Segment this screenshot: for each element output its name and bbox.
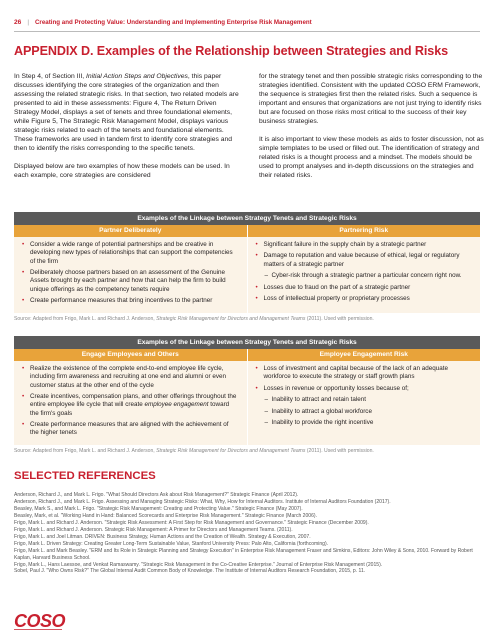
- list-item: • Significant failure in the supply chain by a strategic partner: [256, 241, 471, 249]
- list-item: • Loss of investment and capital because of the lack of an adequate workforce to execute the strategy or staff growth plans: [256, 365, 471, 382]
- reference-entry: Frigo, Mark L. and Richard J. Anderson. Strategic Risk Management: A Primer for Directors and Management Teams. (2011).: [14, 526, 293, 533]
- reference-entry: Frigo, Mark L., Hans Laessoe, and Venkat Ramaswamy. "Strategic Risk Management in the Co-Creative Enterprise." Journal of Enterprise Risk Management (2015).: [14, 561, 383, 568]
- strategy-risk-table-2: [14, 336, 480, 454]
- table-header-row: [14, 225, 480, 237]
- list-item: • Create incentives, compensation plans, and other offerings throughout the entire employee life cycle that will create employee engagement toward the firm's goals: [22, 393, 237, 418]
- coso-logo: [14, 610, 84, 632]
- body-column-left: [14, 72, 240, 190]
- reference-entry: Anderson, Richard J., and Mark L. Frigo. "What Should Directors Ask about Risk Management?" Strategic Finance (April 2012).: [14, 492, 299, 498]
- table-header-row: [14, 349, 480, 361]
- running-header: [14, 14, 480, 30]
- table-title: Examples of the Linkage between Strategy Tenets and Strategic Risks: [14, 336, 480, 349]
- appendix-title: APPENDIX D. Examples of the Relationship between Strategies and Risks: [14, 44, 448, 58]
- risk-cell: [248, 361, 481, 445]
- reference-entry: Frigo, Mark L. and Joel Litman. DRIVEN: Business Strategy, Human Actions and the Creation of Wealth. Strategy & Execution, 2007.: [14, 533, 311, 540]
- sub-list-item: – Inability to attract and retain talent: [256, 396, 471, 404]
- body-paragraph: for the strategy tenet and then possible strategic risks corresponding to the strategies identified. Consistent with the updated COSO ERM Framework, the sequence is strategies first then the related risks. Such a sequence is important and ensures that organizations are not just trying to identify risks but are focused on those risks most critical to the success of their key business strategies.: [259, 73, 483, 126]
- list-item: • Consider a wide range of potential partnerships and be creative in developing new types of relationships that can support the competencies of the firm: [22, 241, 237, 266]
- reference-entry: Sobel, Paul J. "Who Owns Risk?" The Global Internal Audit Common Body of Knowledge. The Institute of Internal Auditors Research Foundation, 2015, p. 11.: [14, 568, 366, 575]
- list-item: • Deliberately choose partners based on an assessment of the Genuine Assets brought by each partner and how that can help the firm to build unique offerings as the competency tenets require: [22, 269, 237, 294]
- table-header-risk: Employee Engagement Risk: [319, 351, 408, 358]
- body-paragraph: Displayed below are two examples of how these models can be used. In each example, core strategies are considered: [14, 163, 230, 180]
- sub-list-item: – Inability to attract a global workforce: [256, 408, 471, 416]
- list-item: • Create performance measures that are aligned with the achievement of the higher tenets: [22, 421, 237, 438]
- list-item: • Loss of intellectual property or proprietary processes: [256, 295, 471, 303]
- risk-cell: [248, 237, 481, 313]
- header-divider: [14, 31, 480, 32]
- table-source-note: Source: Adapted from Frigo, Mark L. and Richard J. Anderson, Strategic Risk Management for Directors and Management Teams (2011). Used with permission.: [14, 315, 374, 322]
- reference-entry: Frigo, Mark L. Driven Strategy: Creating Greater Long-Term Sustainable Value, Stanford University Press: Palo Alto, California (forthcoming).: [14, 540, 329, 547]
- reference-entry: Beasley, Mark S., and Mark L. Frigo. "Strategic Risk Management: Creating and Protecting Value." Strategic Finance (May 2007).: [14, 505, 303, 512]
- table-title: Examples of the Linkage between Strategy Tenets and Strategic Risks: [14, 212, 480, 225]
- list-item: • Realize the existence of the complete end-to-end employee life cycle, including firm awareness and recruiting at one end and alumni or even customer status at the other end of the cycle: [22, 365, 237, 390]
- body-column-right: [259, 72, 485, 190]
- page-number: 26: [14, 18, 22, 26]
- list-item: • Damage to reputation and value because of ethical, legal or regulatory matters of a strategic partner: [256, 252, 471, 269]
- references-list: [14, 492, 480, 575]
- reference-entry: Anderson, Richard J., and Mark L. Frigo. Assessing and Managing Strategic Risks: What, Why, How for Internal Auditors. Institute of Internal Auditors Foundation (2017).: [14, 498, 391, 505]
- list-item: • Losses due to fraud on the part of a strategic partner: [256, 284, 471, 292]
- body-paragraph: It is also important to view these models as aids to foster discussion, not as simple templates to be used or filled out. The identification of strategy and related risks is a thought process and a mindset. The models should be used to prompt analyses and in-depth discussions on the strategies and their related risks.: [259, 136, 484, 180]
- table-header-strategy: Partner Deliberately: [14, 225, 248, 237]
- table-source-note: Source: Adapted from Frigo, Mark L. and Richard J. Anderson, Strategic Risk Management for Directors and Management Teams (2011). Used with permission.: [14, 447, 374, 454]
- strategy-cell: [14, 237, 248, 313]
- list-item: • Create performance measures that bring incentives to the partner: [22, 297, 237, 305]
- table-header-strategy: Engage Employees and Others: [14, 349, 248, 361]
- references-title: SELECTED REFERENCES: [14, 470, 156, 482]
- list-item: • Losses in revenue or opportunity losses because of;: [256, 385, 471, 393]
- reference-entry: Beasley, Mark, et al. "Working Hand in Hand: Balanced Scorecards and Enterprise Risk Management." Strategic Finance (March 2006).: [14, 512, 317, 519]
- reference-entry: Frigo, Mark L. and Mark Beasley. "ERM and Its Role in Strategic Planning and Strategy Execution" in Enterprise Risk Management Fraser and Simkins, Editors: John Wiley & Sons, 2010. Forward by Robert Kaplan, Harvard Business School.: [14, 547, 473, 561]
- body-paragraph: In Step 4, of Section III, Initial Action Steps and Objectives, this paper discusses identifying the core strategies of the organization and then assessing the related strategic risks. In that section, two related models are presented to aid in these assessments: Figure 4, The Return Driven Strategy Model, displays a set of tenets and three foundational elements, while Figure 5, The Strategic Risk Management Model, displays various strategic risks related to each of the tenets and foundational elements. These frameworks are used in tandem first to identify core strategies and then to identify the risks corresponding to the specific tenets.: [14, 73, 239, 153]
- header-separator: |: [27, 18, 29, 26]
- strategy-cell: [14, 361, 248, 445]
- sub-list-item: – Cyber-risk through a strategic partner a particular concern right now.: [256, 272, 471, 280]
- table-body: [14, 237, 480, 313]
- reference-entry: Frigo, Mark L. and Richard J. Anderson. "Strategic Risk Assessment: A First Step for Risk Management and Governance." Strategic Finance (December 2009).: [14, 519, 369, 526]
- sub-list-item: – Inability to provide the right incentive: [256, 419, 471, 427]
- table-body: [14, 361, 480, 445]
- strategy-risk-table-1: [14, 212, 480, 322]
- table-header-risk: Partnering Risk: [339, 227, 389, 234]
- svg-text:COSO: COSO: [14, 611, 66, 631]
- running-title: Creating and Protecting Value: Understanding and Implementing Enterprise Risk Management: [34, 18, 312, 26]
